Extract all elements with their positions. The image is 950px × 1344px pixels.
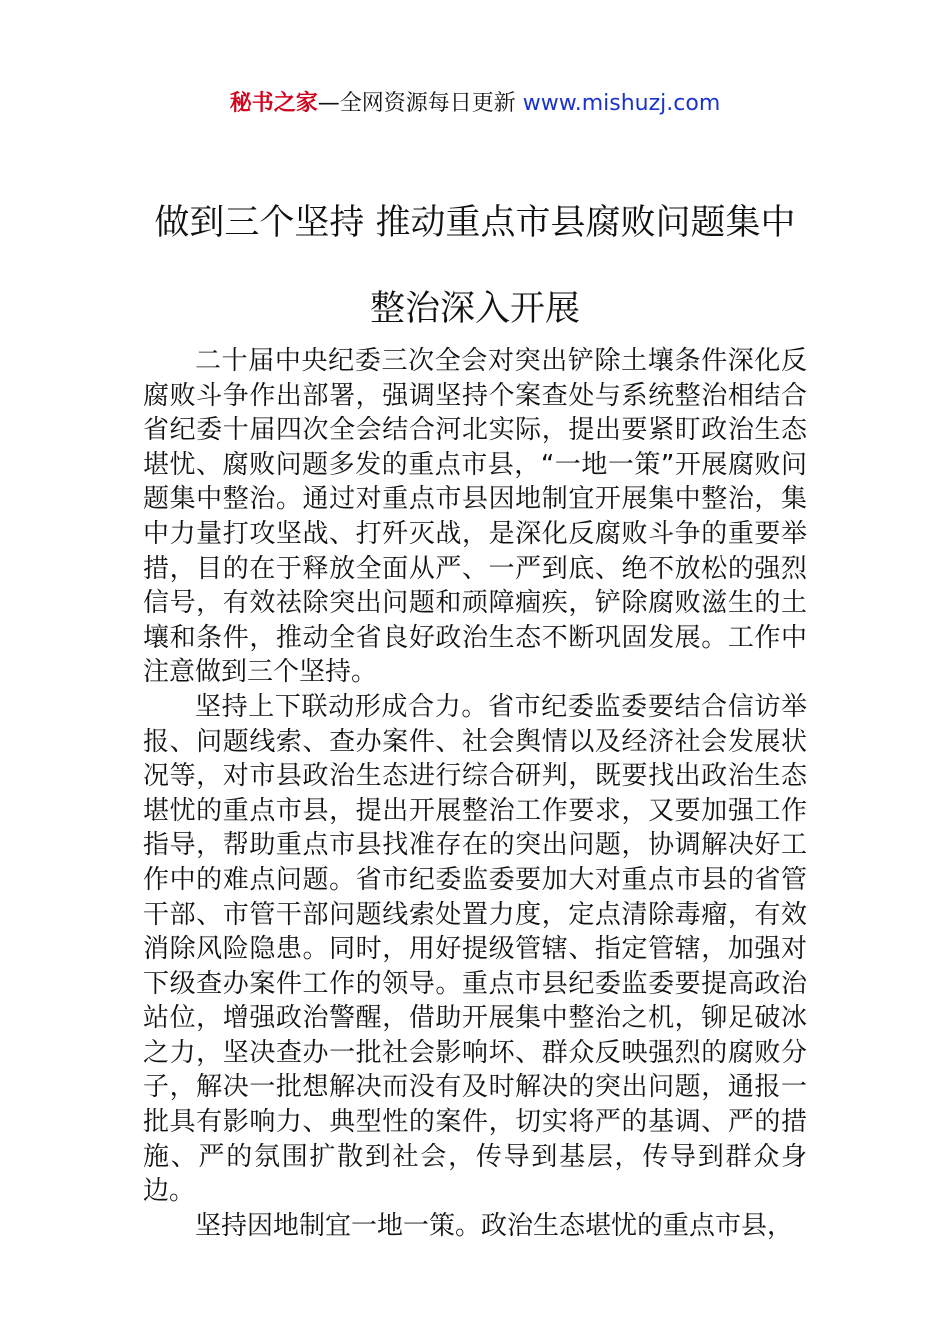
site-header [0,88,950,120]
document-title [100,180,850,352]
paragraph-1: 二十届中央纪委三次全会对突出铲除土壤条件深化反腐败斗争作出部署，强调坚持个案查处与系统整治相结合省纪委十届四次全会结合河北实际，提出要紧盯政治生态堪忧、腐败问题多发的重点市县，“一地一策”开展腐败问题集中整治。通过对重点市县因地制宜开展集中整治，集中力量打攻坚战、打歼灭战，是深化反腐败斗争的重要举措，目的在于释放全面从严、一严到底、绝不放松的强烈信号，有效祛除突出问题和顽障痼疾，铲除腐败滋生的土壤和条件，推动全省良好政治生态不断巩固发展。工作中注意做到三个坚持。 [143,346,807,688]
paragraph-3: 坚持因地制宜一地一策。政治生态堪忧的重点市县， [195,1210,794,1241]
title-line-1: 做到三个坚持 推动重点市县腐败问题集中 [154,203,796,243]
site-tagline: —全网资源每日更新 [317,91,523,116]
paragraph-2: 坚持上下联动形成合力。省市纪委监委要结合信访举报、问题线索、查办案件、社会舆情以及经济社会发展状况等，对市县政治生态进行综合研判，既要找出政治生态堪忧的重点市县，提出开展整治工作要求，又要加强工作指导，帮助重点市县找准存在的突出问题，协调解决好工作中的难点问题。省市纪委监委要加大对重点市县的省管干部、市管干部问题线索处置力度，定点清除毒瘤，有效消除风险隐患。同时，用好提级管辖、指定管辖，加强对下级查办案件工作的领导。重点市县纪委监委要提高政治站位，增强政治警醒，借助开展集中整治之机，铆足破冰之力，坚决查办一批社会影响坏、群众反映强烈的腐败分子，解决一批想解决而没有及时解决的突出问题，通报一批具有影响力、典型性的案件，切实将严的基调、严的措施、严的氛围扩散到社会，传导到基层，传导到群众身边。 [143,691,807,1207]
site-url-link[interactable]: www.mishuzj.com [522,91,721,116]
site-brand: 秘书之家 [229,91,318,116]
title-line-2: 整治深入开展 [369,289,580,329]
document-body [143,344,807,1243]
